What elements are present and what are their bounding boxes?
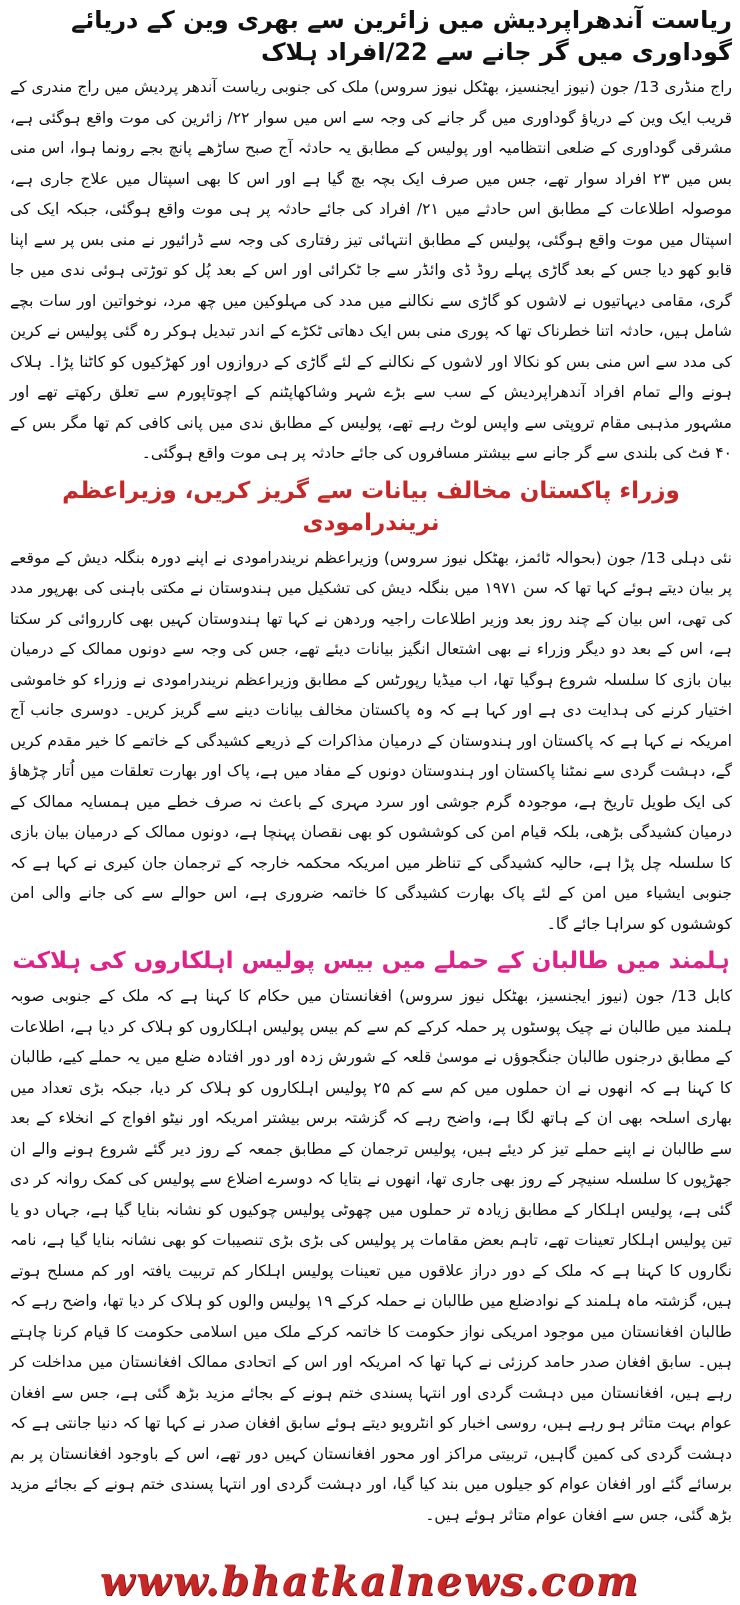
article-body: کابل 13/ جون (نیوز ایجنسیز، بھٹکل نیوز سروس) افغانستان میں حکام کا کہنا ہے کہ ملک کے جنوبی صوبہ ہلمند میں طالبان نے چیک پوسٹوں پر حملہ کرکے کم سے کم بیس پولیس اہلکاروں کو ہلاک کر دیا ہے، اطلاعات کے مطابق درجنوں طالبان جنگجوؤں نے موسیٰ قلعہ کے شورش زدہ اور دور افتادہ ضلع میں یہ حملے کیے، طالبان کا کہنا ہے کہ انھوں نے ان حملوں میں کم سے کم ۲۵ پولیس اہلکاروں کو ہلاک کر دیا، جبکہ بڑی تعداد میں بھاری اسلحہ بھی ان کے ہاتھ لگا ہے، واضح رہے کہ گزشتہ برس بیشتر امریکہ اور نیٹو افواج کے انخلاء کے بعد سے طالبان نے اپنے حملے تیز کر دیئے ہیں، پولیس ترجمان کے مطابق جمعہ کے روز دیر گئے شروع ہونے والے ان جھڑپوں کا سلسلہ سنیچر کے روز بھی جاری تھا، انھوں نے بتایا کہ دوسرے اضلاع سے پولیس کی کمک روانہ کر دی گئی ہے، پولیس اہلکار کے مطابق زیادہ تر حملوں میں چھوٹی پولیس چوکیوں کو نشانہ بنایا گیا ہے، جہاں دو یا تین پولیس اہلکار تعینات تھے، تاہم بعض مقامات پر پولیس کی بڑی بڑی تنصیبات کو بھی نشانہ بنایا گیا ہے، نامہ نگاروں کا کہنا ہے کہ ملک کے دور دراز علاقوں میں تعینات پولیس اہلکار کم تربیت یافتہ اور کم مسلح ہوتے ہیں، گزشتہ ماہ ہلمند کے نوادضلع میں طالبان نے حملہ کرکے ۱۹ پولیس والوں کو ہلاک کر دیا تھا، واضح رہے کہ طالبان افغانستان میں موجود امریکی نواز حکومت کا خاتمہ کرکے ملک میں اسلامی حکومت کا قیام کرنا چاہتے ہیں۔ سابق افغان صدر حامد کرزئی نے کہا تھا کہ امریکہ اور اس کے اتحادی ممالک افغانستان میں مداخلت کر رہے ہیں، افغانستان میں دہشت گردی اور انتہا پسندی ختم ہونے کے بجائے مزید بڑھ گئی ہے، جس سے افغان عوام بہت متاثر ہو رہے ہیں، روسی اخبار کو انٹرویو دیتے ہوئے سابق افغان صدر نے کہا تھا کہ دنیا جانتی ہے کہ دہشت گردی کی کمین گاہیں، تربیتی مراکز اور محور افغانستان کہیں دور تھے، اس کے باوجود افغانستان پر بم برسائے گئے اور افغان عوام کو جیلوں میں بند کیا گیا، اور دہشت گردی اور انتہا پسندی ختم ہونے کے بجائے مزید بڑھ گئی، جس سے افغان عوام متاثر ہوئے ہیں۔ [10, 987, 733, 1524]
article-1 [0, 4, 740, 469]
article-body: نئی دہلی 13/ جون (بحوالہ ٹائمز، بھٹکل نیوز سروس) وزیراعظم نریندرامودی نے اپنے دورہ بنگلہ دیش کے موقعے پر بیان دیتے ہوئے کہا تھا کہ سن ۱۹۷۱ میں بنگلہ دیش کی تشکیل میں ہندوستان نے مکتی باہنی کی بھرپور مدد کی تھی، اس بیان کے چند روز بعد وزیر اطلاعات راجیہ وردھن نے کہا تھا ہندوستان کہیں بھی کارروائی کر سکتا ہے، اس کے بعد دو دیگر وزراء نے بھی اشتعال انگیز بیانات دیئے تھے، جس کی وجہ سے دونوں ممالک کے درمیان بیان بازی کا سلسلہ شروع ہوگیا تھا، اب میڈیا رپورٹس کے مطابق وزیراعظم نریندرامودی نے وزراء کو خاموشی اختیار کرنے کی ہدایت دی ہے اور کہا ہے کہ وہ پاکستان مخالف بیانات دینے سے گریز کریں۔ دوسری جانب آج امریکہ نے کہا ہے کہ پاکستان اور ہندوستان کے درمیان مذاکرات کے ذریعے کشیدگی کے خاتمے کا خیر مقدم کریں گے، دہشت گردی سے نمٹنا پاکستان اور ہندوستان دونوں کے مفاد میں ہے، پاک اور بھارت تعلقات میں اُتار چڑھاؤ کی ایک طویل تاریخ ہے، موجودہ گرم جوشی اور سرد مہری کے باعث نہ صرف خطے میں ہمسایہ ممالک کے درمیان کشیدگی بڑھی، بلکہ قیام امن کی کوششوں کو بھی نقصان پہنچا ہے، دونوں ممالک کے درمیان بیان بازی کا سلسلہ چل پڑا ہے، حالیہ کشیدگی کے تناظر میں امریکہ محکمہ خارجہ کے ترجمان جان کیری نے کہا ہے کہ جنوبی ایشیاء میں امن کے لئے پاک بھارت کشیدگی کا خاتمہ ضروری ہے، اس حوالے سے کی جانے والی امن کوششوں کو سراہا جائے گا۔ [10, 548, 732, 933]
site-url-link[interactable]: www.bhatkalnews.com [99, 1558, 641, 1605]
article-headline: وزراء پاکستان مخالف بیانات سے گریز کریں، وزیراعظم نریندرامودی [62, 477, 680, 536]
article-headline: ریاست آندھراپردیش میں زائرین سے بھری وین کے دریائے گوداوری میں گر جانے سے 22/افراد ہلاک [71, 6, 732, 66]
article-3 [0, 945, 740, 1530]
news-page [0, 4, 740, 1604]
article-body: راج منڈری 13/ جون (نیوز ایجنسیز، بھٹکل نیوز سروس) ملک کی جنوبی ریاست آندھر پردیش میں راج مندری کے قریب ایک وین کے دریاؤ گوداوری میں گر جانے کی وجہ سے اس میں سوار ۲۲/ زائرین کی موت واقع ہوگئی ہے، مشرقی گوداوری کے ضلعی انتظامیہ اور پولیس کے مطابق یہ حادثہ آج صبح ساڑھے پانچ بجے رونما ہوا، اس منی بس میں ۲۳ افراد سوار تھے، جس میں صرف ایک بچہ بچ گیا ہے اور اس کا بھی اسپتال میں علاج جاری ہے، موصولہ اطلاعات کے مطابق اس حادثے میں ۲۱/ افراد کی جائے حادثہ پر ہی موت واقع ہوگئی، جبکہ ایک کی اسپتال میں موت واقع ہوگئی، پولیس کے مطابق انتہائی تیز رفتاری کی وجہ سے ڈرائیور نے منی بس پر سے اپنا قابو کھو دیا جس کے بعد گاڑی پہلے روڈ ڈی وائڈر سے جا ٹکرائی اور اس کے بعد پُل کو توڑتی ہوئی ندی میں جا گری، مقامی دیہاتیوں نے لاشوں کو گاڑی سے نکالنے میں مدد کی مہلوکین میں چھ مرد، نوخواتین اور سات بچے شامل ہیں، حادثہ اتنا خطرناک تھا کہ پوری منی بس ایک دھاتی ٹکڑے کے اندر تبدیل ہوکر رہ گئی پولیس نے کرین کی مدد سے اس منی بس کو نکالا اور لاشوں کے نکالنے کے لئے گاڑی کے دروازوں اور کھڑکیوں کو کاٹنا پڑا۔ ہلاک ہونے والے تمام افراد آندھراپردیش کے سب سے بڑے شہر وشاکھاپٹنم کے اچوتاپورم سے تعلق رکھتے تھے اور مشہور مذہبی مقام تروپتی سے واپس لوٹ رہے تھے، پولیس کے مطابق ندی میں پانی کافی کم تھا مگر بس کے ۴۰ فٹ کی بلندی سے گر جانے سے بیشتر مسافروں کی جائے حادثہ پر ہی موت واقع ہوگئی۔ [10, 78, 733, 462]
article-2 [0, 475, 740, 940]
article-headline: ہلمند میں طالبان کے حملے میں بیس پولیس اہلکاروں کی ہلاکت [12, 948, 730, 974]
footer-banner [0, 1560, 740, 1604]
